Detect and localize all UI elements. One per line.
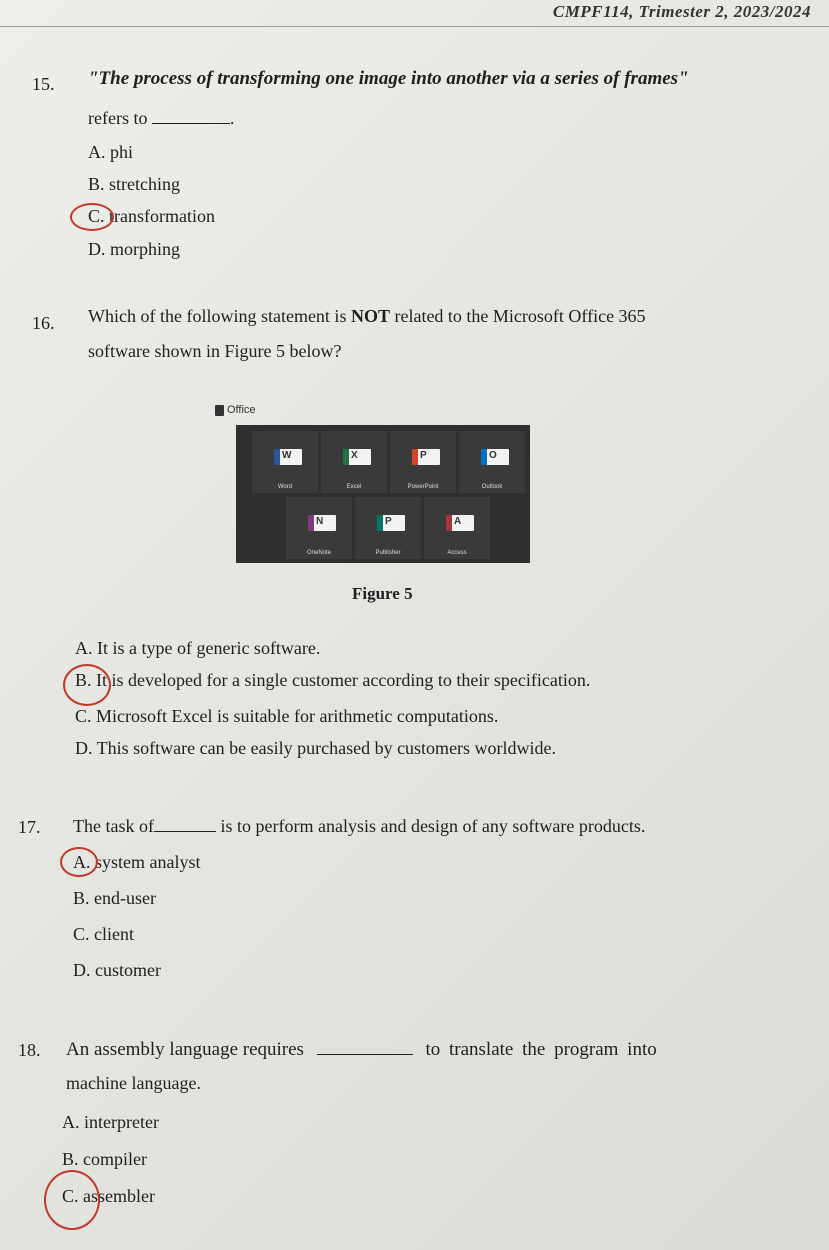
q18-blank bbox=[317, 1040, 413, 1055]
q15-answer-circle bbox=[70, 203, 114, 231]
app-tile-outlook bbox=[459, 431, 525, 493]
app-tile-excel bbox=[321, 431, 387, 493]
q17-text-a: The task of bbox=[73, 816, 154, 836]
q17-option-b: B. end-user bbox=[73, 888, 156, 908]
q16-text-a: Which of the following statement is bbox=[88, 306, 351, 326]
q15-blank bbox=[152, 109, 230, 124]
q15-number: 15. bbox=[32, 74, 55, 94]
q16-option-c: C. Microsoft Excel is suitable for arithmetic computations. bbox=[75, 706, 499, 726]
q18-text-b: to translate the program into bbox=[425, 1039, 657, 1060]
app-name-publisher: Publisher bbox=[375, 550, 401, 556]
q18-text bbox=[66, 1039, 657, 1061]
app-tile-powerpoint bbox=[390, 431, 456, 493]
q15-option-b: B. stretching bbox=[88, 174, 180, 194]
q17-option-d: D. customer bbox=[73, 960, 161, 980]
powerpoint-icon: P bbox=[412, 449, 440, 465]
q15-refers-to: refers to bbox=[88, 108, 148, 128]
figure-caption: Figure 5 bbox=[352, 584, 413, 603]
word-icon: W bbox=[274, 449, 302, 465]
figure-5-office-apps bbox=[236, 425, 530, 563]
office-brand bbox=[215, 404, 256, 416]
q15-text: "The process of transforming one image into another via a series of frames" bbox=[88, 68, 689, 89]
q17-text bbox=[73, 816, 645, 837]
q18-text2: machine language. bbox=[66, 1073, 201, 1093]
q18-option-c: C. assembler bbox=[62, 1186, 155, 1206]
office-brand-text: Office bbox=[227, 404, 256, 416]
publisher-icon: P bbox=[377, 515, 405, 531]
q18-text-a: An assembly language requires bbox=[66, 1039, 304, 1060]
q16-answer-circle bbox=[63, 664, 111, 706]
office-logo-icon bbox=[215, 405, 224, 416]
q16-number: 16. bbox=[32, 313, 55, 333]
q16-option-a: A. It is a type of generic software. bbox=[75, 638, 321, 658]
q16-text bbox=[88, 306, 646, 327]
access-icon: A bbox=[446, 515, 474, 531]
q18-answer-circle bbox=[44, 1170, 100, 1230]
q18-option-a: A. interpreter bbox=[62, 1112, 159, 1132]
q18-option-b: B. compiler bbox=[62, 1149, 147, 1169]
app-name-powerpoint: PowerPoint bbox=[407, 484, 439, 490]
q15-option-c: C. transformation bbox=[88, 206, 215, 226]
q17-text-b: is to perform analysis and design of any software products. bbox=[220, 816, 646, 836]
q15-option-d: D. morphing bbox=[88, 239, 180, 259]
q17-option-a: A. system analyst bbox=[73, 852, 201, 872]
app-tile-publisher bbox=[355, 497, 421, 559]
excel-icon: X bbox=[343, 449, 371, 465]
outlook-icon: O bbox=[481, 449, 509, 465]
app-tile-word bbox=[252, 431, 318, 493]
q16-text2: software shown in Figure 5 below? bbox=[88, 341, 342, 361]
app-name-word: Word bbox=[277, 484, 293, 490]
q17-number: 17. bbox=[18, 817, 41, 837]
app-name-onenote: OneNote bbox=[306, 550, 331, 556]
q15-text2 bbox=[88, 108, 234, 129]
app-name-outlook: Outlook bbox=[481, 484, 503, 490]
q16-option-d: D. This software can be easily purchased by customers worldwide. bbox=[75, 738, 557, 758]
q18-number: 18. bbox=[18, 1040, 41, 1060]
app-name-excel: Excel bbox=[346, 484, 362, 490]
q16-text-not: NOT bbox=[350, 306, 390, 326]
app-tile-access bbox=[424, 497, 490, 559]
page-header: CMPF114, Trimester 2, 2023/2024 bbox=[552, 2, 811, 21]
app-tile-onenote bbox=[286, 497, 352, 559]
q17-blank bbox=[154, 817, 216, 832]
q16-text-b: related to the Microsoft Office 365 bbox=[389, 306, 646, 326]
header-rule bbox=[0, 26, 829, 27]
onenote-icon: N bbox=[308, 515, 336, 531]
q17-option-c: C. client bbox=[73, 924, 134, 944]
q17-answer-circle bbox=[60, 847, 98, 877]
q15-option-a: A. phi bbox=[88, 142, 133, 162]
q16-option-b: B. It is developed for a single customer according to their specification. bbox=[75, 670, 591, 690]
app-name-access: Access bbox=[447, 550, 467, 556]
q15-period: . bbox=[229, 108, 235, 128]
